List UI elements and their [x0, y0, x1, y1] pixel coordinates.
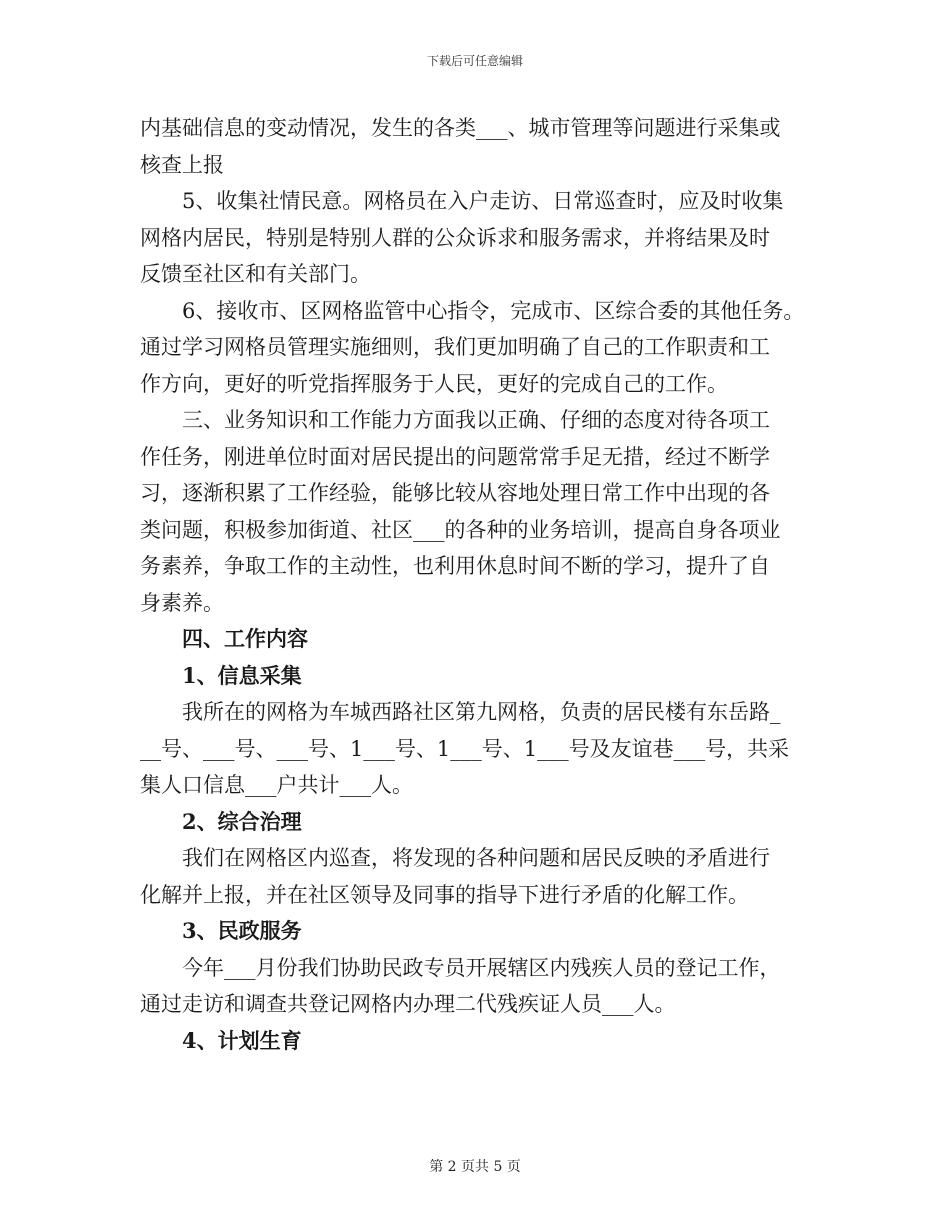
text-line: 务素养，争取工作的主动性，也利用休息时间不断的学习，提升了自 [140, 554, 770, 578]
text-line: 作方向，更好的听党指挥服务于人民，更好的完成自己的工作。 [140, 371, 728, 396]
paragraph-info-collection [140, 694, 830, 804]
text-line: 5、收集社情民意。网格员在入户走访、日常巡查时，应及时收集 [182, 189, 784, 213]
text-line: 集人口信息___户共计___人。 [140, 773, 413, 797]
text-line: 作任务，刚进单位时面对居民提出的问题常常手足无措，经过不断学 [140, 444, 770, 469]
text-line: 三、业务知识和工作能力方面我以正确、仔细的态度对待各项工 [182, 408, 770, 432]
text-line: 通过学习网格员管理实施细则，我们更加明确了自己的工作职责和工 [140, 335, 770, 359]
paragraph-comprehensive-governance [140, 840, 830, 913]
subheading-comprehensive-governance: 2、综合治理 [182, 808, 302, 834]
text-line: 通过走访和调查共登记网格内办理二代残疾证人员___人。 [140, 992, 676, 1016]
text-line: 化解并上报，并在社区领导及同事的指导下进行矛盾的化解工作。 [140, 882, 749, 907]
section-heading-work-content: 四、工作内容 [182, 626, 308, 651]
paragraph-collect-opinions [140, 183, 830, 293]
paragraph-continuation [140, 110, 830, 183]
page-header: 下载后可任意编辑 [426, 54, 523, 68]
paragraph-receive-instructions [140, 293, 830, 403]
text-line: __号、___号、___号、1___号、1___号、1___号及友谊巷___号，共采 [140, 736, 790, 761]
document-body [140, 110, 830, 1059]
subheading-civil-affairs: 3、民政服务 [182, 918, 302, 943]
text-line: 反馈至社区和有关部门。 [140, 262, 371, 286]
text-line: 内基础信息的变动情况，发生的各类___、城市管理等问题进行采集或 [140, 116, 781, 140]
text-line: 身素养。 [140, 590, 224, 615]
text-line: 6、接收市、区网格监管中心指令，完成市、区综合委的其他任务。 [182, 298, 805, 323]
text-line: 类问题，积极参加街道、社区___的各种的业务培训，提高自身各项业 [140, 517, 781, 542]
text-line: 网格内居民，特别是特别人群的公众诉求和服务需求，并将结果及时 [140, 225, 770, 250]
paragraph-civil-affairs [140, 950, 830, 1023]
text-line: 习，逐渐积累了工作经验，能够比较从容地处理日常工作中出现的各 [140, 481, 770, 505]
text-line: 今年___月份我们协助民政专员开展辖区内残疾人员的登记工作， [182, 955, 781, 980]
text-line: 我所在的网格为车城西路社区第九网格，负责的居民楼有东岳路_ [182, 700, 781, 724]
text-line: 我们在网格区内巡查，将发现的各种问题和居民反映的矛盾进行 [182, 846, 770, 870]
text-line: 核查上报 [140, 152, 224, 177]
subheading-family-planning: 4、计划生育 [182, 1027, 302, 1053]
subheading-info-collection: 1、信息采集 [182, 662, 302, 688]
page-footer: 第 2 页共 5 页 [429, 1159, 521, 1175]
paragraph-business-knowledge [140, 402, 830, 621]
